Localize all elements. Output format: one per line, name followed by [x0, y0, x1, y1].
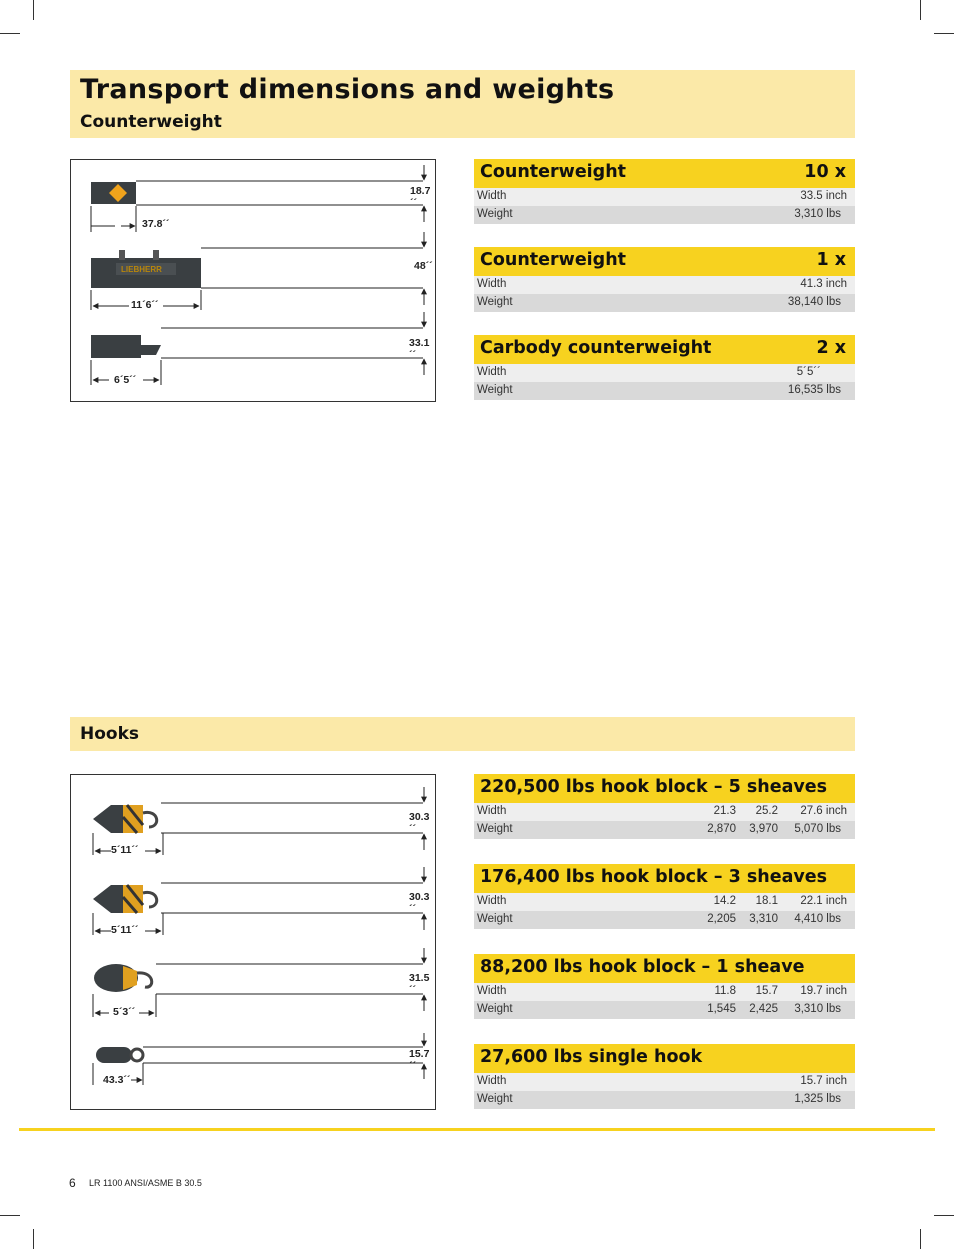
crop-mark — [920, 1229, 921, 1249]
table-hook-block-1-sheave — [474, 954, 855, 1019]
row-value: 15.7 inch — [800, 1075, 847, 1087]
page-subtitle: Counterweight — [80, 112, 222, 132]
hook-block-1-sheave — [93, 948, 424, 1017]
table-title: Counterweight — [480, 250, 627, 270]
row-value: 25.2 — [755, 805, 778, 817]
table-header — [474, 954, 855, 983]
dim-width-small: 37.8´´ — [142, 218, 170, 230]
table-row — [474, 1001, 855, 1019]
row-value: 19.7 inch — [800, 985, 847, 997]
dim-height-hook-1: 30.3´´ — [409, 811, 430, 835]
row-value: 3,970 — [749, 823, 778, 835]
dim-height-hook-2: 30.3´´ — [409, 891, 430, 915]
row-value: 11.8 — [714, 985, 736, 997]
table-row — [474, 294, 855, 312]
row-value: 15.7 — [755, 985, 778, 997]
table-title: Carbody counterweight — [480, 338, 712, 358]
row-value: 14.2 — [713, 895, 736, 907]
dim-height-small: 18.7´´ — [410, 185, 431, 209]
counterweight-figure — [70, 159, 436, 402]
table-title: 88,200 lbs hook block – 1 sheave — [480, 957, 805, 977]
row-value: 2,870 — [707, 823, 736, 835]
table-header — [474, 159, 855, 188]
table-header — [474, 774, 855, 803]
table-qty: 1 x — [816, 250, 846, 270]
table-row — [474, 983, 855, 1001]
dim-width-hook-2: 5´11´´ — [111, 924, 139, 936]
table-header — [474, 864, 855, 893]
page-number: 6 — [69, 1176, 76, 1190]
counterweight-drawing — [71, 160, 435, 401]
row-label: Weight — [477, 1003, 513, 1015]
row-value: 3,310 — [749, 913, 778, 925]
dim-width-hook-1: 5´11´´ — [111, 844, 139, 856]
crop-mark — [0, 33, 20, 34]
hooks-drawing — [71, 775, 435, 1109]
table-title: 220,500 lbs hook block – 5 sheaves — [480, 777, 828, 797]
table-hook-block-3-sheaves — [474, 864, 855, 929]
row-value: 33.5 inch — [800, 190, 847, 202]
table-row — [474, 911, 855, 929]
counterweight-piece-small — [91, 165, 424, 232]
table-row — [474, 276, 855, 294]
row-value: 2,425 — [749, 1003, 778, 1015]
table-header — [474, 247, 855, 276]
table-header — [474, 1044, 855, 1073]
table-title: 176,400 lbs hook block – 3 sheaves — [480, 867, 828, 887]
crop-mark — [0, 1215, 20, 1216]
single-hook — [93, 1033, 424, 1085]
row-value: 1,545 — [707, 1003, 736, 1015]
table-title: Counterweight — [480, 162, 627, 182]
row-label: Weight — [477, 208, 513, 220]
dim-height-carbody: 33.1´´ — [409, 337, 430, 361]
row-value: 38,140 lbs — [787, 296, 841, 308]
row-value: 3,310 lbs — [794, 1003, 841, 1015]
document-reference: LR 1100 ANSI/ASME B 30.5 — [89, 1178, 202, 1188]
section-header-hooks — [70, 717, 855, 751]
row-label: Width — [477, 278, 507, 290]
dim-height-hook-3: 31.5´´ — [409, 972, 430, 996]
table-row — [474, 893, 855, 911]
counterweight-piece-carbody — [91, 312, 424, 385]
row-label: Weight — [477, 384, 513, 396]
row-label: Width — [477, 985, 507, 997]
table-counterweight-1x — [474, 247, 855, 312]
hook-block-5-sheaves — [93, 787, 424, 855]
table-row — [474, 821, 855, 839]
section-title: Hooks — [80, 724, 140, 744]
dim-height-main: 48´´ — [414, 260, 433, 272]
row-value: 27.6 inch — [800, 805, 847, 817]
row-value: 5,070 lbs — [794, 823, 841, 835]
section-header-counterweight — [70, 70, 855, 138]
row-label: Width — [477, 366, 507, 378]
dim-height-hook-4: 15.7´´ — [409, 1048, 430, 1072]
row-value: 16,535 lbs — [787, 384, 841, 396]
row-value: 2,205 — [707, 913, 736, 925]
row-value: 4,410 lbs — [794, 913, 841, 925]
crop-mark — [934, 33, 954, 34]
row-value: 41.3 inch — [800, 278, 847, 290]
logo-text: LIEBHERR — [121, 265, 162, 274]
row-label: Width — [477, 190, 507, 202]
table-row — [474, 1073, 855, 1091]
crop-mark — [934, 1215, 954, 1216]
row-label: Weight — [477, 1093, 513, 1105]
table-single-hook — [474, 1044, 855, 1109]
table-hook-block-5-sheaves — [474, 774, 855, 839]
row-value: 22.1 inch — [800, 895, 847, 907]
row-value: 1,325 lbs — [794, 1093, 841, 1105]
dim-width-carbody: 6´5´´ — [114, 374, 137, 386]
table-row — [474, 206, 855, 224]
row-value: 3,310 lbs — [794, 208, 841, 220]
crop-mark — [33, 0, 34, 20]
dim-width-main: 11´6´´ — [131, 299, 159, 311]
table-row — [474, 364, 855, 382]
dim-width-hook-3: 5´3´´ — [113, 1006, 136, 1018]
footer-divider — [19, 1128, 935, 1131]
row-label: Width — [477, 895, 507, 907]
row-label: Width — [477, 1075, 507, 1087]
table-row — [474, 382, 855, 400]
table-row — [474, 803, 855, 821]
row-label: Width — [477, 805, 507, 817]
crop-mark — [920, 0, 921, 20]
table-counterweight-10x — [474, 159, 855, 224]
page-title: Transport dimensions and weights — [80, 74, 615, 105]
row-value: 18.1 — [755, 895, 778, 907]
table-row — [474, 1091, 855, 1109]
row-label: Weight — [477, 913, 513, 925]
row-label: Weight — [477, 296, 513, 308]
table-header — [474, 335, 855, 364]
dim-width-hook-4: 43.3´´ — [103, 1074, 131, 1086]
table-carbody-counterweight — [474, 335, 855, 400]
row-label: Weight — [477, 823, 513, 835]
hooks-figure — [70, 774, 436, 1110]
hook-block-3-sheaves — [93, 867, 424, 935]
row-value: 5´5´´ — [796, 366, 821, 378]
row-value: 21.3 — [713, 805, 736, 817]
crop-mark — [33, 1229, 34, 1249]
table-qty: 2 x — [816, 338, 846, 358]
table-title: 27,600 lbs single hook — [480, 1047, 703, 1067]
table-row — [474, 188, 855, 206]
table-qty: 10 x — [804, 162, 846, 182]
